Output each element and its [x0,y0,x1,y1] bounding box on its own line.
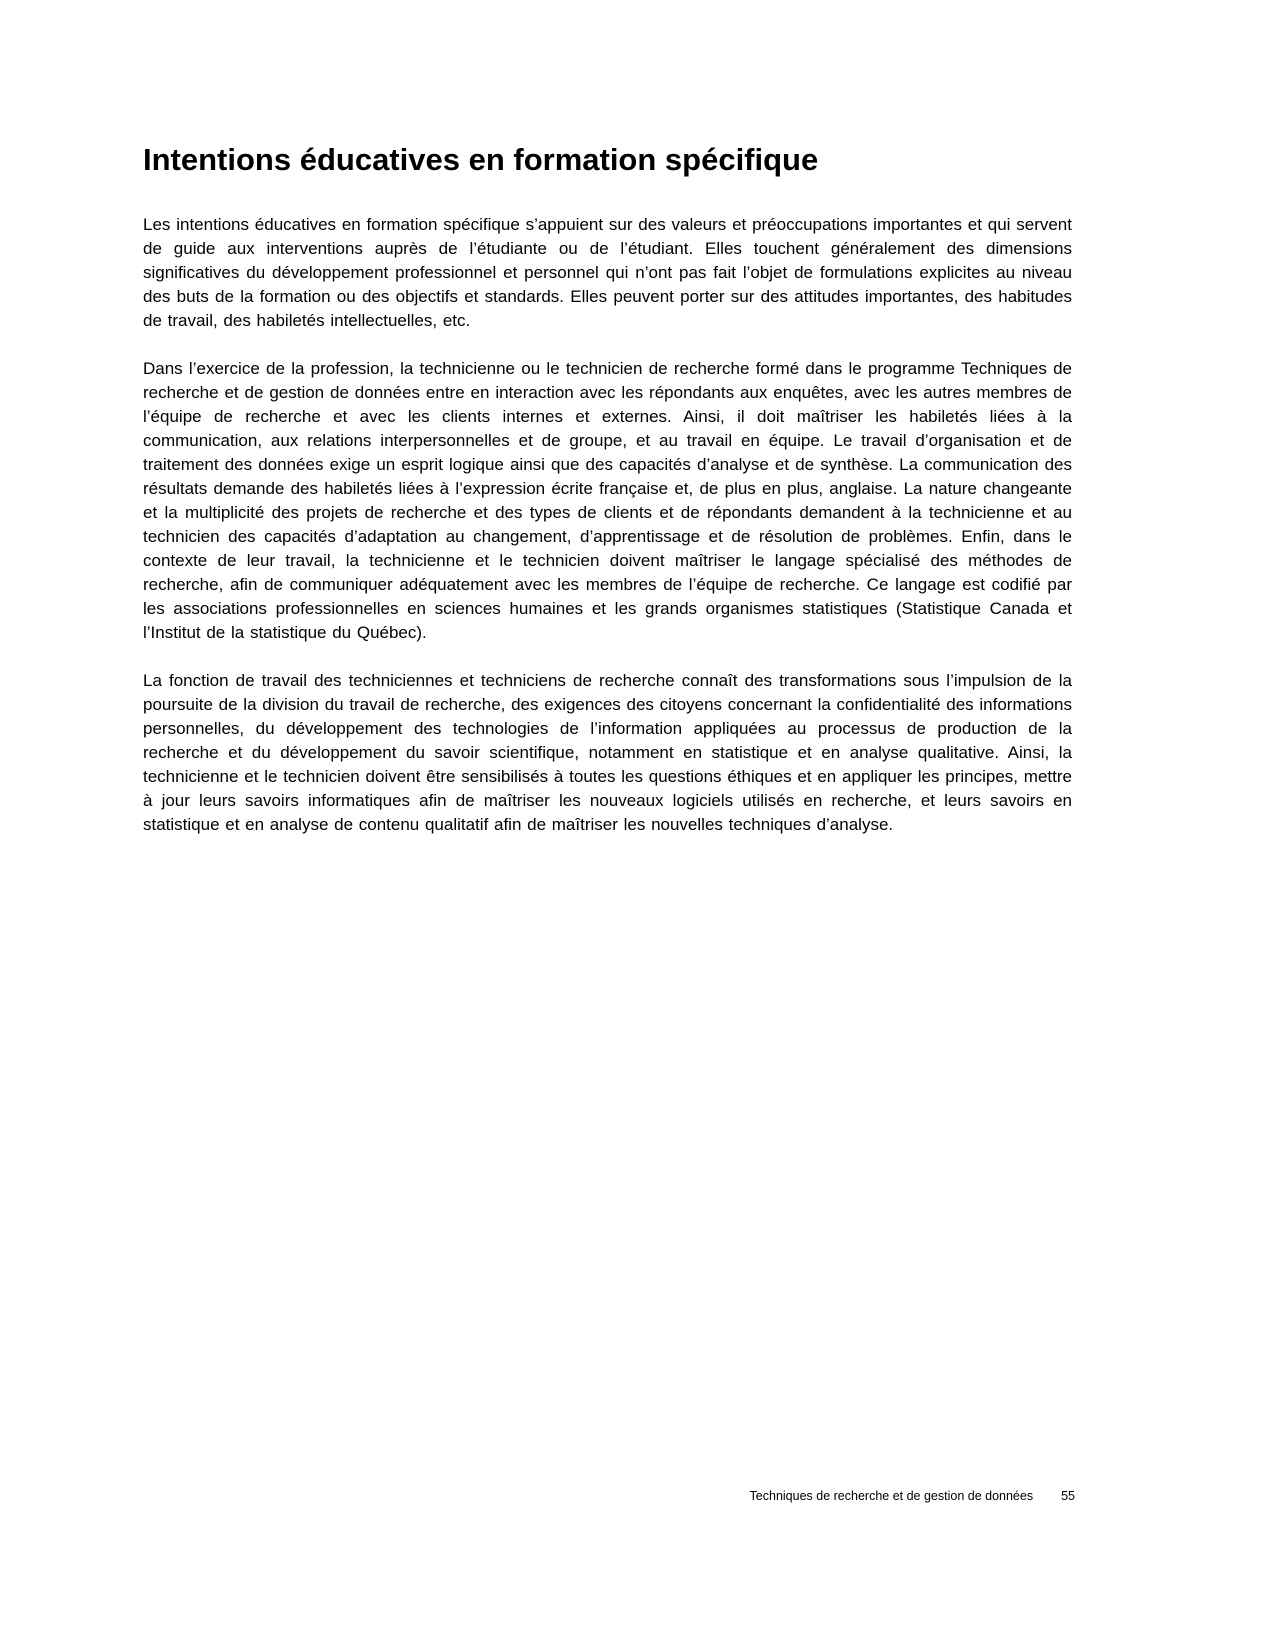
page-content [143,143,1072,837]
page-number: 55 [1061,1489,1075,1503]
footer-text: Techniques de recherche et de gestion de données [749,1489,1034,1503]
paragraph-profession: Dans l’exercice de la profession, la technicienne ou le technicien de recherche formé dans le programme Techniques de recherche et de gestion de données entre en interaction avec les répondants aux enquêtes, avec les autres membres de l’équipe de recherche et avec les clients internes et externes. Ainsi, il doit maîtriser les habiletés liées à la communication, aux relations interpersonnelles et de groupe, et au travail en équipe. Le travail d’organisation et de traitement des données exige un esprit logique ainsi que des capacités d’analyse et de synthèse. La communication des résultats demande des habiletés liées à l’expression écrite française et, de plus en plus, anglaise. La nature changeante et la multiplicité des projets de recherche et des types de clients et de répondants demandent à la technicienne et au technicien des capacités d’adaptation au changement, d’apprentissage et de résolution de problèmes. Enfin, dans le contexte de leur travail, la technicienne et le technicien doivent maîtriser le langage spécialisé des méthodes de recherche, afin de communiquer adéquatement avec les membres de l’équipe de recherche. Ce langage est codifié par les associations professionnelles en sciences humaines et les grands organismes statistiques (Statistique Canada et l’Institut de la statistique du Québec). [143,359,1072,643]
paragraph-fonction-travail: La fonction de travail des techniciennes et techniciens de recherche connaît des transformations sous l’impulsion de la poursuite de la division du travail de recherche, des exigences des citoyens concernant la confidentialité des informations personnelles, du développement des technologies de l’information appliquées au processus de production de la recherche et du développement du savoir scientifique, notamment en statistique et en analyse qualitative. Ainsi, la technicienne et le technicien doivent être sensibilisés à toutes les questions éthiques et en appliquer les principes, mettre à jour leurs savoirs informatiques afin de maîtriser les nouveaux logiciels utilisés en recherche, et leurs savoirs en statistique et en analyse de contenu qualitatif afin de maîtriser les nouvelles techniques d’analyse. [143,671,1072,835]
paragraph-intro: Les intentions éducatives en formation spécifique s’appuient sur des valeurs et préoccupations importantes et qui servent de guide aux interventions auprès de l’étudiante ou de l’étudiant. Elles touchent généralement des dimensions significatives du développement professionnel et personnel qui n’ont pas fait l’objet de formulations explicites au niveau des buts de la formation ou des objectifs et standards. Elles peuvent porter sur des attitudes importantes, des habitudes de travail, des habiletés intellectuelles, etc. [143,215,1072,331]
page-title: Intentions éducatives en formation spécifique [143,142,819,177]
page-footer [750,1489,1075,1503]
